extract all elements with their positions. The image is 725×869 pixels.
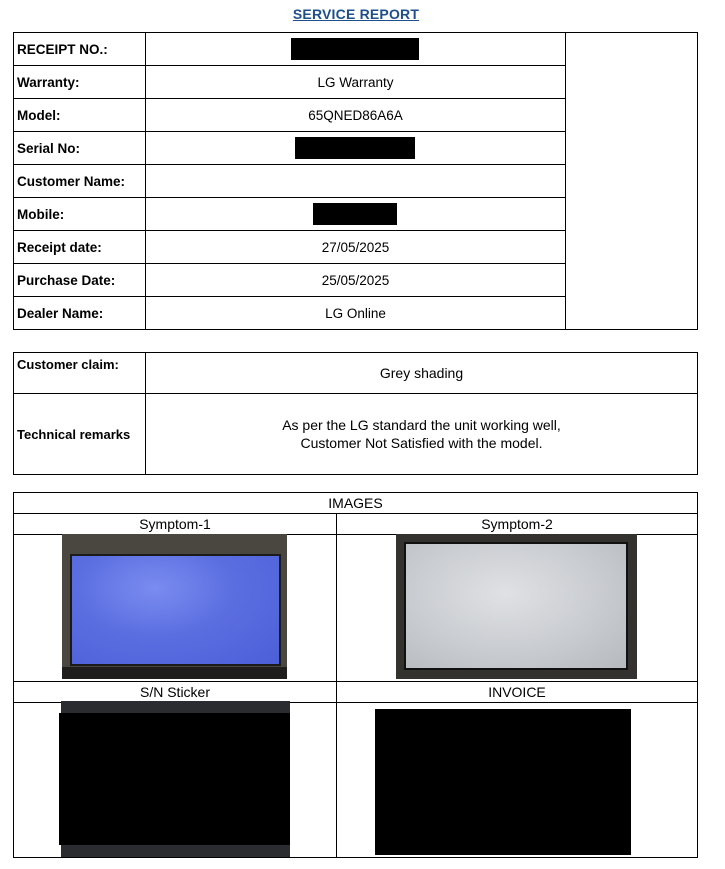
claim-table <box>13 352 698 475</box>
customer-claim-label: Customer claim: <box>14 353 146 394</box>
tv-stand <box>62 667 287 679</box>
symptom-2-label: Symptom-2 <box>337 514 698 535</box>
sn-sticker-cell <box>14 703 337 858</box>
table-row <box>14 493 698 514</box>
table-row <box>14 33 698 66</box>
tv-screen-grey <box>404 542 628 670</box>
tv-screen-blue <box>70 554 281 666</box>
model-label: Model: <box>14 99 146 132</box>
mobile-label: Mobile: <box>14 198 146 231</box>
purchase-date-value: 25/05/2025 <box>146 264 566 297</box>
sn-sticker-label: S/N Sticker <box>14 682 337 703</box>
redaction-box <box>295 137 415 159</box>
table-row <box>14 353 698 394</box>
table-row <box>14 703 698 858</box>
table-row <box>14 682 698 703</box>
dealer-name-label: Dealer Name: <box>14 297 146 330</box>
redaction-box <box>291 38 419 60</box>
invoice-cell <box>337 703 698 858</box>
symptom-2-photo <box>396 534 637 679</box>
receipt-no-value <box>146 33 566 66</box>
receipt-date-label: Receipt date: <box>14 231 146 264</box>
table-row <box>14 514 698 535</box>
warranty-value: LG Warranty <box>146 66 566 99</box>
table-row <box>14 535 698 682</box>
report-title: SERVICE REPORT <box>292 6 420 22</box>
symptom-1-label: Symptom-1 <box>14 514 337 535</box>
technical-remarks-line: As per the LG standard the unit working well, <box>282 417 561 433</box>
technical-remarks-line: Customer Not Satisfied with the model. <box>300 435 543 451</box>
model-value: 65QNED86A6A <box>146 99 566 132</box>
receipt-no-label: RECEIPT NO.: <box>14 33 146 66</box>
invoice-redaction <box>375 709 631 855</box>
symptom-1-cell <box>14 535 337 682</box>
redaction-box <box>59 713 290 845</box>
purchase-date-label: Purchase Date: <box>14 264 146 297</box>
images-header: IMAGES <box>14 493 698 514</box>
customer-name-value <box>146 165 566 198</box>
receipt-date-value: 27/05/2025 <box>146 231 566 264</box>
invoice-label: INVOICE <box>337 682 698 703</box>
serial-no-value <box>146 132 566 165</box>
serial-no-label: Serial No: <box>14 132 146 165</box>
table-row <box>14 394 698 475</box>
customer-name-label: Customer Name: <box>14 165 146 198</box>
images-table <box>13 492 698 858</box>
symptom-1-photo <box>62 534 287 679</box>
details-table <box>13 32 698 330</box>
technical-remarks-label: Technical remarks <box>14 394 146 475</box>
warranty-label: Warranty: <box>14 66 146 99</box>
customer-claim-value: Grey shading <box>146 353 698 394</box>
symptom-2-cell <box>337 535 698 682</box>
redaction-box <box>313 203 397 225</box>
blank-column <box>565 33 697 330</box>
dealer-name-value: LG Online <box>146 297 566 330</box>
mobile-value <box>146 198 566 231</box>
sn-sticker-photo <box>61 701 290 857</box>
technical-remarks-value <box>146 394 698 475</box>
